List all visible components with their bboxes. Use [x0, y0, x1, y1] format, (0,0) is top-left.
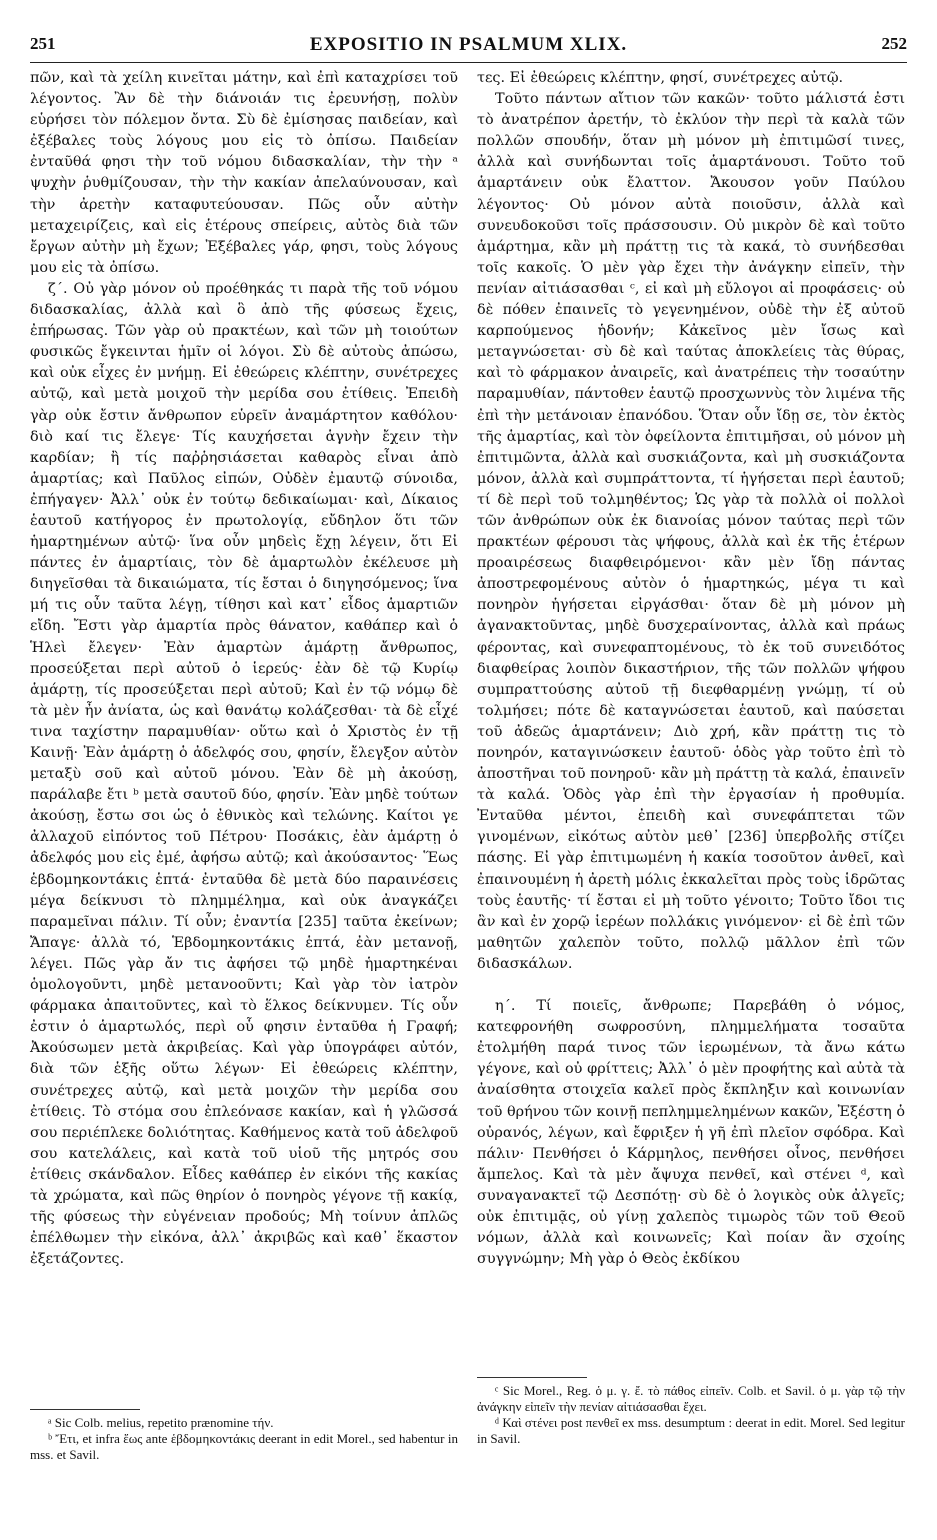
footnote-rule-left	[30, 1409, 140, 1410]
page-number-right: 252	[881, 34, 907, 53]
left-column	[30, 68, 458, 1270]
footnote-c: ᶜ Sic Morel., Reg. ὁ μ. γ. ἔ. τὸ πάθος εἰπεῖν. Colb. et Savil. ὁ μ. γὰρ τῷ τὴν ἀνάγκην εἰπεῖν τὴν πενίαν αἰτιάσασθαι ἔχει.	[477, 1383, 905, 1414]
footnote-b: ᵇ Ἔτι, et infra ἕως ante ἑβδομηκοντάκις deerant in edit Morel., sed habentur in mss. et Savil.	[30, 1431, 458, 1462]
footnote-d: ᵈ Καὶ στένει post πενθεῖ ex mss. desumptum : deerat in edit. Morel. Sed legitur in Savil.	[477, 1415, 905, 1446]
page-number-left: 251	[30, 34, 56, 53]
right-column	[477, 68, 905, 1270]
footnotes-right	[477, 1383, 905, 1447]
header-rule	[30, 62, 907, 63]
left-paragraph-1: πῶν, καὶ τὰ χείλη κινεῖται μάτην, καὶ ἐπὶ καταχρίσει τοῦ λέγοντος. Ἂν δὲ τὴν διάνοιάν τις ἐρευνήσῃ, πολὺν εὑρήσει τὸν πόλεμον ὄντα. Σὺ δὲ ἐμίσησας παιδείαν, καὶ ἐξέβαλες τοὺς λόγους μου εἰς τὸ ὀπίσω. Παιδείαν ἐνταῦθά φησι τὴν τοῦ νόμου διδασκαλίαν, τὴν τὴν ᵃ ψυχὴν ῥυθμίζουσαν, τὴν τὴν κακίαν ἀπελαύνουσαν, καὶ τὴν ἀρετὴν καταφυτεύουσαν. Πῶς οὖν αὐτὴν μεταχειρίζεις, καὶ εἰς ἑτέρους σπείρεις, αὐτὸς διὰ τῶν ἔργων αὐτὴν μὴ ἔχων; Ἐξέβαλες γάρ, φησι, τοὺς λόγους μου εἰς τὰ ὀπίσω.	[30, 70, 458, 276]
footnote-a: ᵃ Sic Colb. melius, repetito prænomine τήν.	[48, 1415, 274, 1430]
left-paragraph-2: ζ΄. Οὐ γὰρ μόνον οὐ προέθηκάς τι παρὰ τῆς τοῦ νόμου διδασκαλίας, ἀλλὰ καὶ ὃ ἀπὸ τῆς φύσεως ἔχεις, ἐπήρωσας. Τῶν γὰρ οὐ πρακτέων, καὶ τῶν μὴ τοιούτων φυσικῶς ἔγκεινται ἡμῖν οἱ λόγοι. Σὺ δὲ αὐτοὺς ἀπώσω, καὶ οὐκ εἶχες ἐν μνήμῃ. Εἰ ἐθεώρεις κλέπτην, συνέτρεχες αὐτῷ, καὶ μετὰ μοιχοῦ τὴν μερίδα σου ἐτίθεις. Ἐπειδὴ γὰρ οὐκ ἔστιν ἄνθρωπον εὑρεῖν ἀναμάρτητον καθόλου· διὸ καί τις ἔλεγε· Τίς καυχήσεται ἁγνὴν ἔχειν τὴν καρδίαν; ἢ τίς παῤῥησιάσεται καθαρὸς εἶναι ἀπὸ ἁμαρτίας; καὶ Παῦλος εἰπών, Οὐδὲν ἐμαυτῷ σύνοιδα, ἐπήγαγεν· Ἀλλ᾿ οὐκ ἐν τούτῳ δεδικαίωμαι· καὶ, Δίκαιος ἑαυτοῦ κατήγορος ἐν πρωτολογίᾳ, εὔδηλον ὅτι τῶν ἡμαρτημένων αὐτῷ· ἵνα οὖν μηδεὶς ἔχῃ λέγειν, ὅτι Εἰ πάντες ἐν ἁμαρτίαις, τὸν δὲ ἁμαρτωλὸν ἐκέλευσε μὴ διηγεῖσθαι τὰ δικαιώματα, τίς ἔσται ὁ διηγησόμενος; ἵνα μή τις οὖν ταῦτα λέγῃ, τίθησι καὶ κατ᾿ εἶδος ἁμαρτιῶν εἴδη. Ἔστι γὰρ ἁμαρτία πρὸς θάνατον, καθάπερ καὶ ὁ Ἡλεὶ ἔλεγεν· Ἐὰν ἁμαρτὼν ἁμάρτῃ ἄνθρωπος, προσεύξεται περὶ αὐτοῦ ὁ ἱερεύς· ἐὰν δὲ τῷ Κυρίῳ ἁμάρτῃ, τίς προσεύξεται περὶ αὐτοῦ; Καὶ ἐν τῷ νόμῳ δὲ τὰ μὲν ἦν ἀνίατα, ὡς καὶ θανάτῳ κολάζεσθαι· τὰ δὲ εἶχέ τινα ταχίστην παραμυθίαν· οὕτω καὶ ὁ Χριστὸς ἐν τῇ Καινῇ· Ἐὰν ἁμάρτῃ ὁ ἀδελφός σου, φησίν, ἔλεγξον αὐτὸν μεταξὺ σοῦ καὶ αὐτοῦ μόνου. Ἐὰν δὲ μὴ ἀκούσῃ, παράλαβε ἔτι ᵇ μετὰ σαυτοῦ δύο, φησίν. Ἐὰν μηδὲ τούτων ἀκούσῃ, ἔστω σοι ὡς ὁ ἐθνικὸς καὶ τελώνης. Καίτοι γε ἀλλαχοῦ εἰπόντος τοῦ Πέτρου· Ποσάκις, ἐὰν ἁμάρτῃ ὁ ἀδελφός μου εἰς ἐμέ, ἀφήσω αὐτῷ; καὶ ἀκούσαντος· Ἕως ἑβδομηκοντάκις ἑπτά· ἐνταῦθα δὲ μετὰ δύο παραινέσεις μέγα δείκνυσι τὸ πλημμέλημα, καὶ οὐκ ἀναγκάζει παραμεῖναι πάλιν. Τί οὖν; ἐναντία [235] ταῦτα ἐκείνων; Ἄπαγε· ἀλλὰ τό, Ἑβδομηκοντάκις ἑπτά, ἐὰν μετανοῇ, λέγει. Πῶς γὰρ ἄν τις ἀφήσει τῷ μηδὲ ἡμαρτηκέναι ὁμολογοῦντι, μηδὲ μετανοοῦντι; Καὶ γὰρ τὸν ἰατρὸν φάρμακα ἀπαιτοῦντες, καὶ τὸ ἕλκος δείκνυμεν. Τίς οὖν ἐστιν ὁ ἁμαρτωλός, περὶ οὗ φησιν ἐνταῦθα ἡ Γραφή; Ἀκούσωμεν μετὰ ἀκριβείας. Καὶ γὰρ ὑπογράφει αὐτόν, διὰ τῶν ἑξῆς οὕτω λέγων· Εἰ ἐθεώρεις κλέπτην, συνέτρεχες αὐτῷ, καὶ μετὰ μοιχῶν τὴν μερίδα σου ἐτίθεις. Τὸ στόμα σου ἐπλεόνασε κακίαν, καὶ ἡ γλῶσσά σου περιέπλεκε δολιότητας. Καθήμενος κατὰ τοῦ ἀδελφοῦ σου κατελάλεις, καὶ κατὰ τοῦ υἱοῦ τῆς μητρός σου ἐτίθεις σκάνδαλον. Εἶδες καθάπερ ἐν εἰκόνι τῆς κακίας τὰ χρώματα, καὶ πῶς θηρίον ὁ πονηρὸς γέγονε τῇ κακίᾳ, τῆς φύσεως τὴν εὐγένειαν προδούς; Μὴ τοίνυν ἁπλῶς ἐπέλθωμεν τὴν εἰκόνα, ἀλλ᾿ ἀκριβῶς καὶ καθ᾿ ἕκαστον ἐξετάζοντες.	[30, 280, 458, 1268]
right-paragraph-1: Τοῦτο πάντων αἴτιον τῶν κακῶν· τοῦτο μάλιστά ἐστι τὸ ἀνατρέπον ἀρετήν, τὸ ἐκλύον τὴν περὶ τὰ καλὰ τῶν πολλῶν σπουδήν, ὅταν μὴ μόνον μὴ ἐπιτιμῶσί τινες, ἀλλὰ καὶ συνήδωνται τοῖς ἁμαρτάνουσι. Τοῦτο τοῦ ἁμαρτάνειν οὐκ ἔλαττον. Ἄκουσον γοῦν Παύλου λέγοντος· Οὐ μόνον αὐτὰ ποιοῦσιν, ἀλλὰ καὶ συνευδοκοῦσι τοῖς πράσσουσιν. Οὐ μικρὸν δὲ καὶ τοῦτο ἁμάρτημα, κἂν μὴ πράττῃ τις τὰ κακά, τὸ συνήδεσθαι τοῖς κακοῖς. Ὁ μὲν γὰρ ἔχει τὴν ἀνάγκην εἰπεῖν, τὴν πενίαν αἰτιάσασθαι ᶜ, εἰ καὶ μὴ εὔλογοι αἱ προφάσεις· οὐ δὲ πόθεν ἐπαινεῖς τὸ γεγενημένον, οὐδὲ τὴν ἐξ αὐτοῦ καρπούμενος ἡδονήν; Κἀκεῖνος μὲν ἴσως καὶ μεταγνώσεται· σὺ δὲ καὶ ταύτας ἀποκλείεις τὰς θύρας, καὶ τὸ φάρμακον ἀναιρεῖς, καὶ ἀνατρέπεις τὴν τοσαύτην παραμυθίαν, πάντοθεν ἑαυτῷ προσχωννὺς τὸν λιμένα τῆς ἐπὶ τὴν μετάνοιαν ἐπανόδου. Ὅταν οὖν ἴδῃ σε, τὸν ἐκτὸς τῆς ἁμαρτίας, καὶ τὸν ὀφείλοντα ἐπιτιμῆσαι, οὐ μόνον μὴ ἐπιτιμῶντα, ἀλλὰ καὶ συσκιάζοντα, καὶ μὴ συσκιάζοντα μόνον, ἀλλὰ καὶ συμπράττοντα, τί ἡγήσεται περὶ ἑαυτοῦ; τί δὲ περὶ τοῦ τολμηθέντος; Ὡς γὰρ τὰ πολλὰ οἱ πολλοὶ τῶν ἀνθρώπων οὐκ ἐκ διανοίας μόνον ταύτας περὶ τῶν πρακτέων φέρουσι τὰς ψήφους, ἀλλὰ καὶ ἐκ τῆς ἑτέρων προαιρέσεως διαφθειρόμενοι· κἂν μὲν ἴδῃ πάντας ἀποστρεφομένους αὐτὸν ὁ ἡμαρτηκώς, μέγα τι καὶ πονηρὸν ἡγήσεται εἰργάσθαι· ὅταν δὲ μὴ μόνον μὴ ἀγανακτοῦντας, μηδὲ δυσχεραίνοντας, ἀλλὰ καὶ πράως φέροντας, καὶ συνεφαπτομένους, τὸ ἐκ τοῦ συνειδότος διαφθείρας λοιπὸν δικαστήριον, τῆς τῶν πολλῶν ψήφου συμπραττούσης αὐτοῦ τῇ διεφθαρμένῃ γνώμῃ, τί οὐ τολμήσει; πότε δὲ καταγνώσεται ἑαυτοῦ, καὶ παύσεται τοῦ ἀδεῶς ἁμαρτάνειν; Διὸ χρή, κἂν πράττῃ τις τὸ πονηρόν, καταγινώσκειν ἑαυτοῦ· ὁδὸς γὰρ τοῦτο ἐπὶ τὸ ἀποστῆναι τοῦ πονηροῦ· κἂν μὴ πράττῃ τὰ καλά, ἐπαινεῖν τὰ καλά. Ὁδὸς γὰρ ἐπὶ τὴν ἐργασίαν ἡ προθυμία. Ἐνταῦθα μέντοι, ἐπειδὴ καὶ συνεφάπτεται τῶν γινομένων, εἰκότως αὐτὸν μεθ᾿ [236] ὑπερβολῆς στίζει πάσης. Εἰ γὰρ ἐπιτιμωμένη ἡ κακία τοσοῦτον ἀνθεῖ, καὶ ἐπαινουμένη ἡ ἀρετὴ μόλις ἐκκαλεῖται πρὸς τοὺς ἱδρῶτας τοὺς ἑαυτῆς· τί ἔσται εἰ μὴ τοῦτο γένοιτο; Τοῦτο ἴδοι τις ἂν καὶ ἐν χορῷ ἱερέων πολλάκις γινόμενον· εἰ δὲ ἐπὶ τῶν μαθητῶν χαλεπὸν τοῦτο, πολλῷ μᾶλλον ἐπὶ τῶν διδασκάλων.	[477, 91, 905, 972]
footnote-rule-right	[477, 1377, 587, 1378]
running-header	[30, 34, 907, 60]
right-fragment: τες. Εἰ ἐθεώρεις κλέπτην, φησί, συνέτρεχες αὐτῷ.	[477, 70, 844, 86]
right-paragraph-2: η΄. Τί ποιεῖς, ἄνθρωπε; Παρεβάθη ὁ νόμος, κατεφρονήθη σωφροσύνη, πλημμελήματα τοσαῦτα ἐτολμήθη παρά τινος τῶν ἱερωμένων, τὰ ἄνω κάτω γέγονε, καὶ οὐ φρίττεις; Ἀλλ᾿ ὁ μὲν προφήτης καὶ αὐτὰ τὰ ἀναίσθητα στοιχεῖα καλεῖ πρὸς ἔκπληξιν καὶ κοινωνίαν τοῦ θρήνου τῶν κοινῇ πεπλημμελημένων κακῶν, Ἐξέστη ὁ οὐρανός, λέγων, καὶ ἔφριξεν ἡ γῆ ἐπὶ πλεῖον σφόδρα. Καὶ πάλιν· Πενθήσει ὁ Κάρμηλος, πενθήσει οἶνος, πενθήσει ἄμπελος. Καὶ τὰ μὲν ἄψυχα πενθεῖ, καὶ στένει ᵈ, καὶ συναγανακτεῖ τῷ Δεσπότῃ· σὺ δὲ ὁ λογικὸς οὐκ ἀλγεῖς; οὐκ ἐπιτιμᾷς, οὐ γίνῃ χαλεπὸς τιμωρὸς τῶν τοῦ Θεοῦ νόμων, ἀλλὰ καὶ κοινωνεῖς; Καὶ ποίαν ἂν σχοίης συγγνώμην; Μὴ γὰρ ὁ Θεὸς ἐκδίκου	[477, 998, 905, 1268]
footnotes-left	[30, 1415, 458, 1463]
running-title: EXPOSITIO IN PSALMUM XLIX.	[309, 34, 628, 55]
